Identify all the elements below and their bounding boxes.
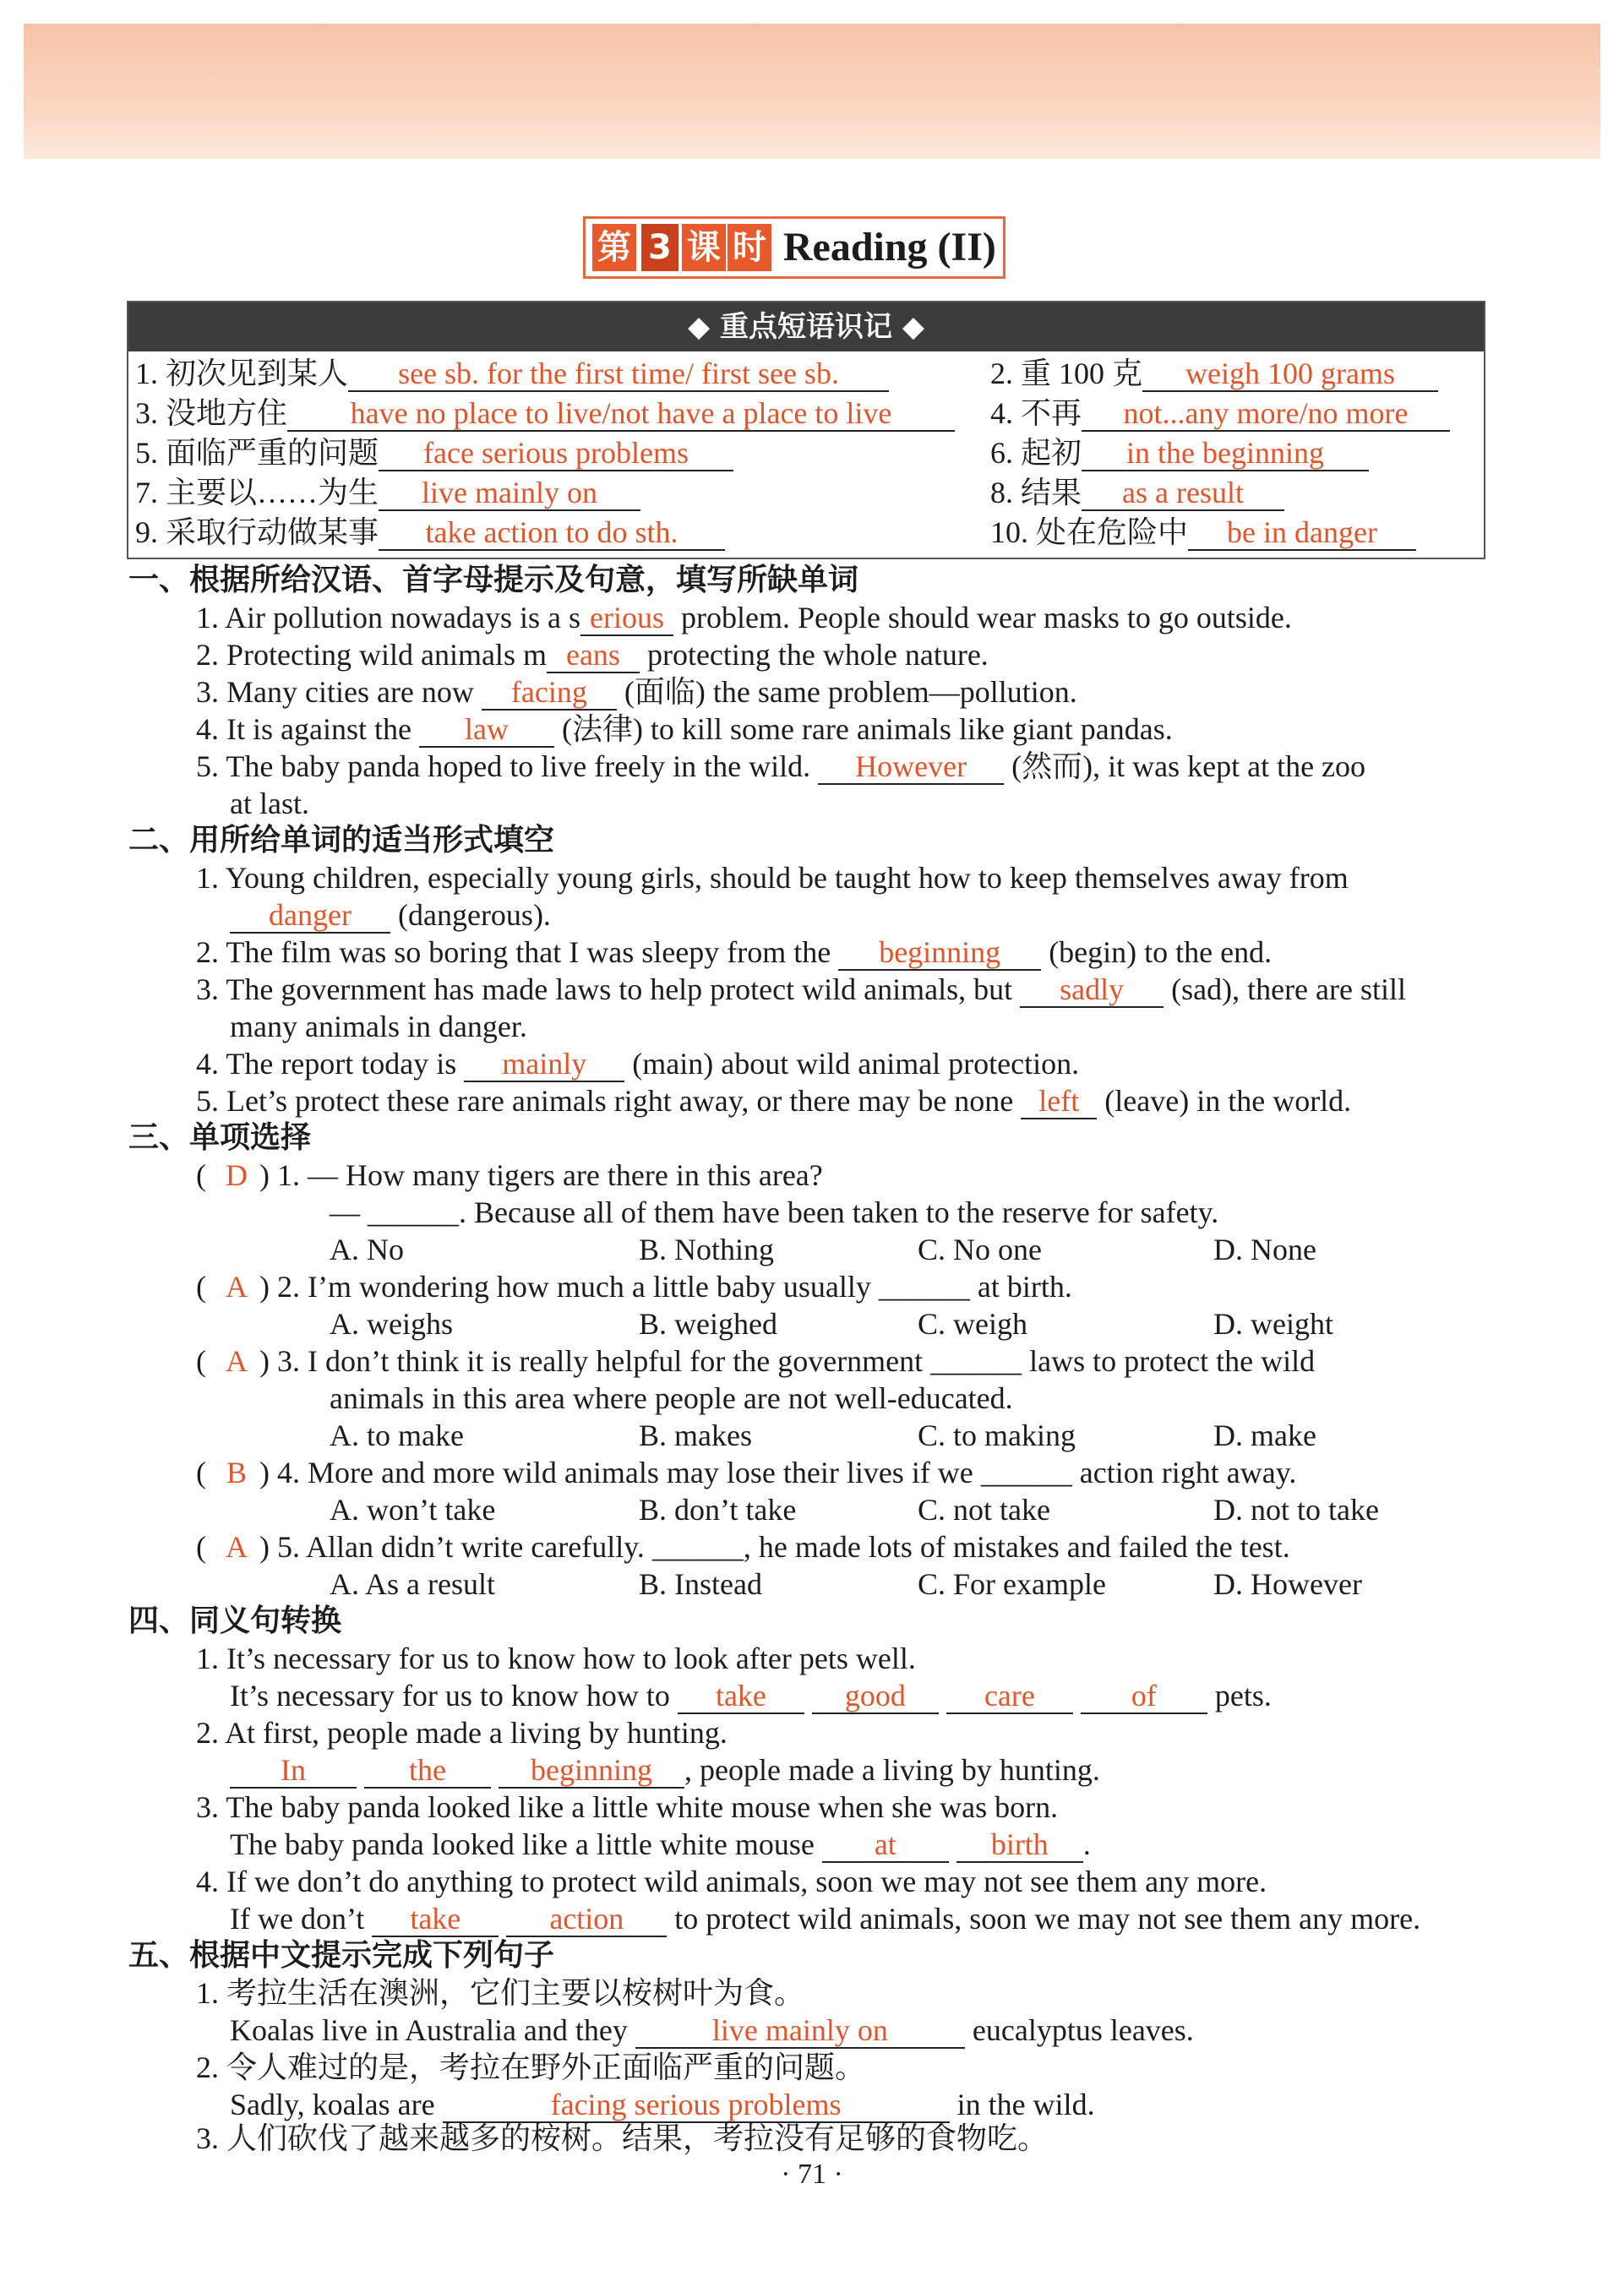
mc-option: A. As a result xyxy=(330,1567,495,1601)
s4-answer-line: In the beginning , people made a living by hunting. xyxy=(230,1751,1100,1789)
s1-question: 3. Many cities are now facing (面临) the same problem—pollution. xyxy=(196,675,1077,709)
s5-answer-line: Sadly, koalas are facing serious problems in the wild. xyxy=(230,2088,1095,2121)
mc-option: C. to making xyxy=(918,1418,1076,1452)
s1-question: 5. The baby panda hoped to live freely in the wild. However (然而), it was kept at the zoo xyxy=(196,749,1366,783)
mc-option: C. No one xyxy=(918,1233,1042,1266)
mc-option: C. For example xyxy=(918,1567,1106,1601)
mc-option: C. weigh xyxy=(918,1307,1027,1341)
s4-answer-line: If we don’t take action to protect wild animals, soon we may not see them any more. xyxy=(230,1902,1421,1936)
mc-option: D. make xyxy=(1213,1418,1316,1452)
s5-question: 3. 人们砍伐了越来越多的桉树。结果，考拉没有足够的食物吃。 xyxy=(196,2121,1049,2155)
phrase-item: 2. 重 100 克 weigh 100 grams xyxy=(990,355,1438,392)
s2-question: 1. Young children, especially young girls, should be taught how to keep themselves away from xyxy=(196,861,1349,895)
phrase-item: 5. 面临严重的问题 face serious problems xyxy=(135,434,733,471)
phrase-item: 9. 采取行动做某事 take action to do sth. xyxy=(135,514,725,551)
mc-option: D. However xyxy=(1213,1567,1362,1601)
lesson-title xyxy=(583,216,1005,279)
s2-question: 5. Let’s protect these rare animals right away, or there may be none left (leave) in the world. xyxy=(196,1084,1352,1118)
title-box-3: 时 xyxy=(728,224,771,271)
phrase-item: 6. 起初 in the beginning xyxy=(990,434,1369,471)
s5-answer-line: Koalas live in Australia and they live mainly on eucalyptus leaves. xyxy=(230,2013,1194,2047)
s4-question: 1. It’s necessary for us to know how to look after pets well. xyxy=(196,1642,916,1675)
s5-question: 2. 令人难过的是，考拉在野外正面临严重的问题。 xyxy=(196,2050,866,2084)
s4-question: 4. If we don’t do anything to protect wild animals, soon we may not see them any more. xyxy=(196,1865,1267,1898)
s4-answer-line: It’s necessary for us to know how to take good care of pets. xyxy=(230,1679,1272,1713)
mc-option: A. to make xyxy=(330,1418,464,1452)
phrase-item: 10. 处在危险中 be in danger xyxy=(990,514,1416,551)
s2-question-cont: many animals in danger. xyxy=(230,1010,527,1043)
s2-question: 4. The report today is mainly (main) about wild animal protection. xyxy=(196,1047,1080,1081)
phrase-item: 3. 没地方住 have no place to live/not have a place to live xyxy=(135,395,955,432)
s4-answer-line: The baby panda looked like a little white mouse at birth . xyxy=(230,1827,1091,1861)
phrase-item: 7. 主要以……为生 live mainly on xyxy=(135,474,640,511)
mc-question-cont: — ______. Because all of them have been taken to the reserve for safety. xyxy=(330,1195,1219,1229)
phrase-item: 8. 结果 as a result xyxy=(990,474,1284,511)
mc-question: ( A ) 2. I’m wondering how much a little baby usually ______ at birth. xyxy=(196,1270,1072,1304)
section-5-heading: 五、根据中文提示完成下列句子 xyxy=(128,1938,555,1973)
phrase-item: 1. 初次见到某人 see sb. for the first time/ first see sb. xyxy=(135,355,889,392)
mc-option: B. Nothing xyxy=(639,1233,775,1266)
mc-question: ( D ) 1. — How many tigers are there in this area? xyxy=(196,1158,823,1192)
mc-option: C. not take xyxy=(918,1493,1050,1527)
phrase-item: 4. 不再 not...any more/no more xyxy=(990,395,1450,432)
page-number: · 71 · xyxy=(781,2159,843,2190)
mc-option: B. weighed xyxy=(639,1307,777,1341)
mc-option: B. don’t take xyxy=(639,1493,797,1527)
mc-question: ( A ) 3. I don’t think it is really helpful for the government ______ laws to protect the wild xyxy=(196,1344,1316,1378)
mc-option: B. Instead xyxy=(639,1567,762,1601)
title-box-1: 第 xyxy=(592,224,636,271)
mc-option: A. won’t take xyxy=(330,1493,496,1527)
mc-option: B. makes xyxy=(639,1418,752,1452)
mc-option: A. weighs xyxy=(330,1307,453,1341)
s2-question: 2. The film was so boring that I was sleepy from the beginning (begin) to the end. xyxy=(196,935,1272,969)
title-number: 3 xyxy=(641,224,678,271)
s1-question-cont: at last. xyxy=(230,787,309,820)
mc-option: D. not to take xyxy=(1213,1493,1379,1527)
s1-question: 2. Protecting wild animals m eans protecting the whole nature. xyxy=(196,638,989,672)
mc-question: ( B ) 4. More and more wild animals may lose their lives if we ______ action right away. xyxy=(196,1456,1297,1489)
s1-question: 4. It is against the law (法律) to kill some rare animals like giant pandas. xyxy=(196,712,1173,746)
header-band xyxy=(24,24,1600,159)
section-2-heading: 二、用所给单词的适当形式填空 xyxy=(128,823,555,858)
title-text: Reading (II) xyxy=(782,225,996,270)
section-3-heading: 三、单项选择 xyxy=(128,1120,312,1155)
mc-option: D. None xyxy=(1213,1233,1316,1266)
s4-question: 3. The baby panda looked like a little white mouse when she was born. xyxy=(196,1790,1059,1824)
s2-question-cont: danger (dangerous). xyxy=(230,896,551,934)
mc-option: A. No xyxy=(330,1233,404,1266)
s1-question: 1. Air pollution nowadays is a s erious problem. People should wear masks to go outside. xyxy=(196,601,1292,634)
section-1-heading: 一、根据所给汉语、首字母提示及句意，填写所缺单词 xyxy=(128,563,859,597)
section-4-heading: 四、同义句转换 xyxy=(128,1604,342,1638)
title-box-2: 课 xyxy=(682,224,726,271)
mc-question-cont: animals in this area where people are not well-educated. xyxy=(330,1381,1013,1415)
s2-question: 3. The government has made laws to help protect wild animals, but sadly (sad), there are still xyxy=(196,972,1406,1006)
mc-question: ( A ) 5. Allan didn’t write carefully. ______, he made lots of mistakes and failed the test. xyxy=(196,1530,1290,1564)
s5-question: 1. 考拉生活在澳洲，它们主要以桉树叶为食。 xyxy=(196,1976,805,2010)
key-phrases-header: ◆ 重点短语识记 ◆ xyxy=(128,302,1484,351)
mc-option: D. weight xyxy=(1213,1307,1333,1341)
s4-question: 2. At first, people made a living by hunting. xyxy=(196,1716,728,1750)
